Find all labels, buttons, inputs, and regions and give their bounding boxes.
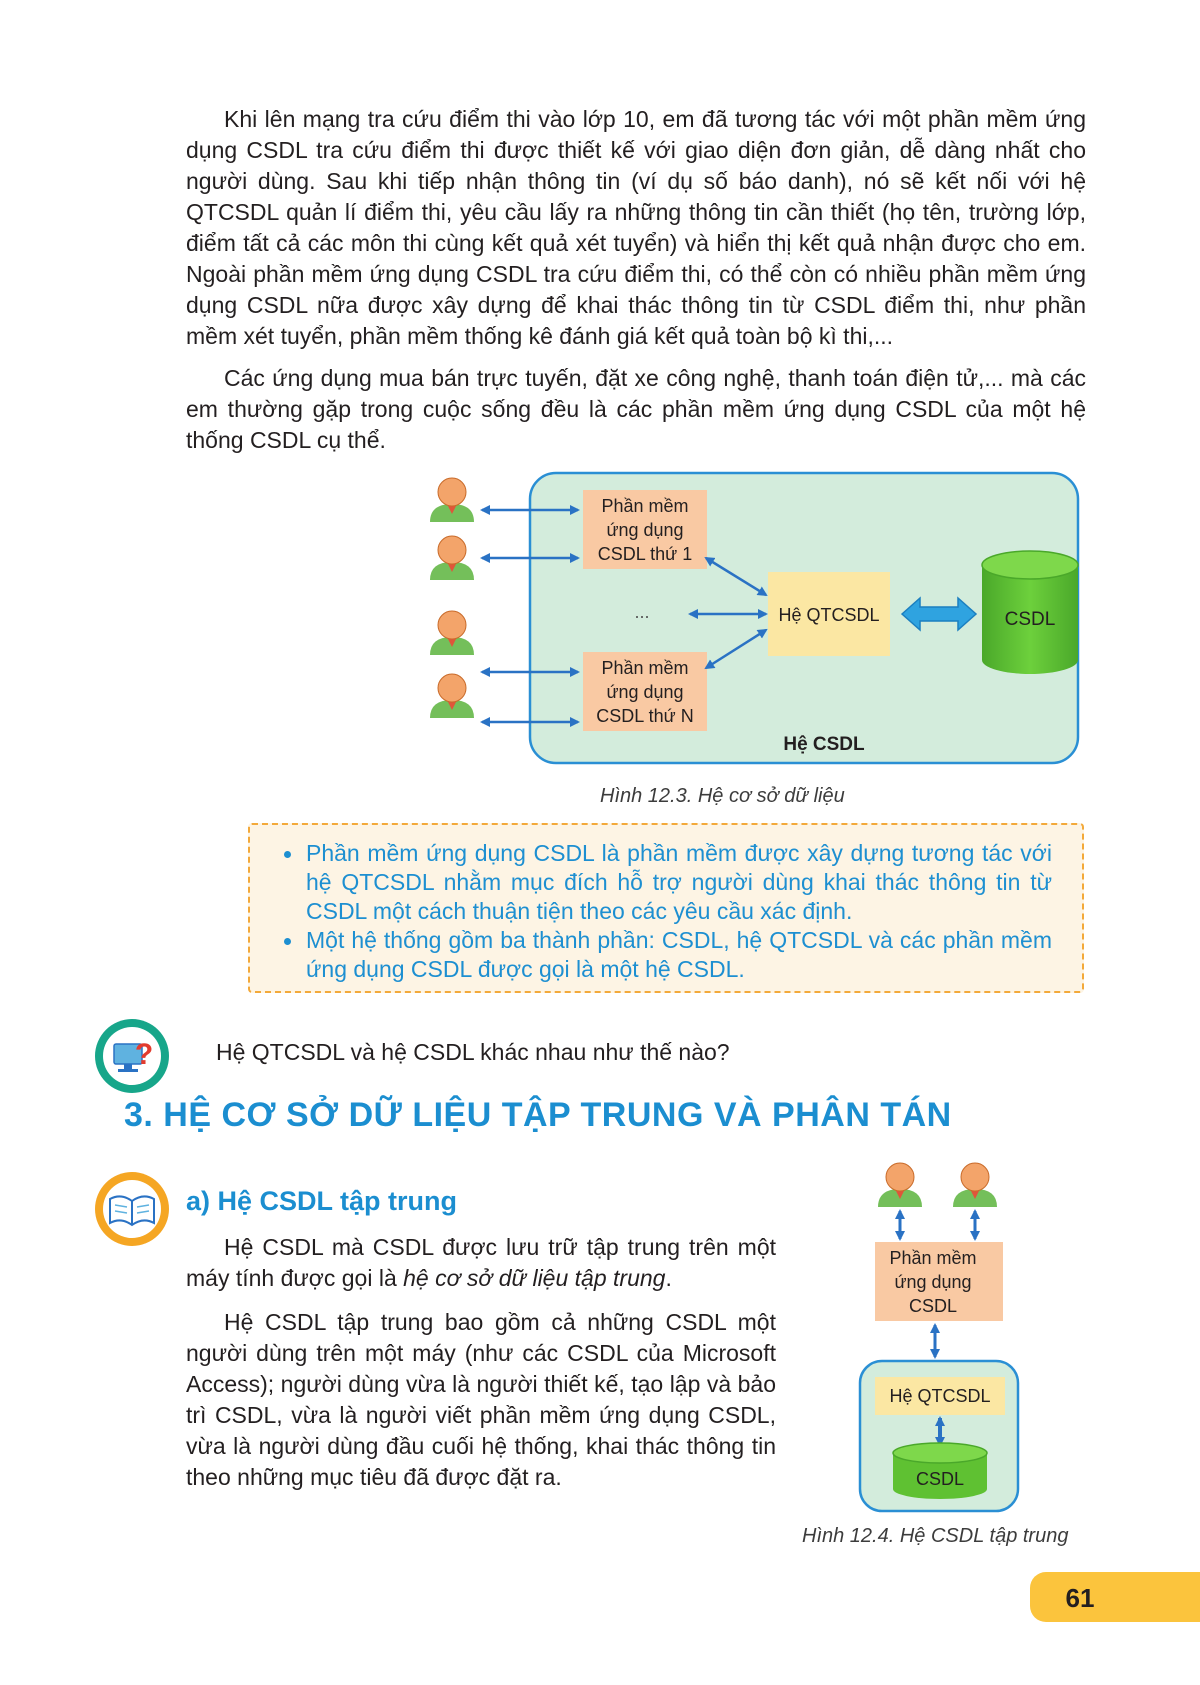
system-label: Hệ CSDL [783, 734, 865, 755]
info-box [248, 823, 1084, 993]
question-icon [92, 1016, 172, 1096]
app-box-line1: Phần mềm [889, 1248, 977, 1268]
centralized-paragraph: Hệ CSDL tập trung bao gồm cả những CSDL một người dùng trên một máy (như các CSDL của Microsoft Access); người dùng vừa là người thiết kế, tạo lập và bảo trì CSDL, vừa là người viết phần mềm ứng dụng CSDL, vừa là người dùng đầu cuối hệ thống, khai thác thông tin theo những mục tiêu đã được đặt ra. [186, 1309, 776, 1490]
app-box-n-line1: Phần mềm [601, 658, 689, 678]
app-box-1-line1: Phần mềm [601, 496, 689, 516]
app-box-n-line3: CSDL thứ N [596, 706, 694, 726]
definition-text: Hệ CSDL mà CSDL được lưu trữ tập trung trên một máy tính được gọi là [186, 1234, 776, 1291]
centralized-definition [186, 1232, 776, 1294]
db-label: CSDL [915, 1469, 965, 1489]
app-box-1-line2: ứng dụng [606, 520, 684, 540]
user-icon [430, 536, 474, 580]
ellipsis-label: ... [634, 602, 650, 622]
figure-caption: Hình 12.3. Hệ cơ sở dữ liệu [600, 785, 845, 807]
figure-caption: Hình 12.4. Hệ CSDL tập trung [802, 1525, 1069, 1547]
page-number-tab [1030, 1572, 1200, 1622]
db-label: CSDL [1004, 609, 1056, 630]
svg-text:?: ? [134, 1038, 154, 1071]
definition-term: hệ cơ sở dữ liệu tập trung [403, 1265, 666, 1291]
apps-paragraph: Các ứng dụng mua bán trực tuyến, đặt xe công nghệ, thanh toán điện tử,... mà các em thường gặp trong cuộc sống đều là các phần mềm ứng dụng CSDL của một hệ thống CSDL cụ thể. [186, 365, 1086, 453]
info-item: Phần mềm ứng dụng CSDL là phần mềm được xây dựng tương tác với hệ QTCSDL nhằm mục đích hỗ trợ người dùng khai thác thông tin từ CSDL một cách thuận tiện theo các yêu cầu xác định. [278, 839, 1052, 926]
user-icon [430, 674, 474, 718]
app-box-1-line3: CSDL thứ 1 [597, 544, 693, 564]
page-number: 61 [1065, 1583, 1095, 1613]
info-item: Một hệ thống gồm ba thành phần: CSDL, hệ QTCSDL và các phần mềm ứng dụng CSDL được gọi là một hệ CSDL. [278, 926, 1052, 984]
dbms-label: Hệ QTCSDL [778, 605, 880, 625]
dbms-label: Hệ QTCSDL [889, 1386, 991, 1406]
app-box-n-line2: ứng dụng [606, 682, 684, 702]
subsection-heading: a) Hệ CSDL tập trung [186, 1186, 458, 1216]
section-heading: 3. HỆ CƠ SỞ DỮ LIỆU TẬP TRUNG VÀ PHÂN TÁN [124, 1096, 952, 1134]
book-icon [92, 1169, 172, 1249]
database-system-diagram [420, 470, 1100, 780]
user-icon [430, 611, 474, 655]
intro-paragraph: Khi lên mạng tra cứu điểm thi vào lớp 10, em đã tương tác với một phần mềm ứng dụng CSDL tra cứu điểm thi được thiết kế với giao diện đơn giản, dễ dàng nhất cho người dùng. Sau khi tiếp nhận thông tin (ví dụ số báo danh), nó sẽ kết nối với hệ QTCSDL quản lí điểm thi, yêu cầu lấy ra những thông tin cần thiết (họ tên, trường lớp, điểm tất cả các môn thi cùng kết quả xét tuyển) và hiển thị kết quả nhận được cho em. Ngoài phần mềm ứng dụng CSDL tra cứu điểm thi, có thể còn có nhiều phần mềm ứng dụng CSDL nữa được xây dựng để khai thác thông tin từ CSDL điểm thi, như phần mềm xét tuyển, phần mềm thống kê đánh giá kết quả toàn bộ kì thi,... [186, 106, 1086, 349]
info-list [278, 839, 1052, 984]
question-text: Hệ QTCSDL và hệ CSDL khác nhau như thế nào? [216, 1039, 730, 1065]
user-icon [430, 478, 474, 522]
app-box-line3: CSDL [908, 1296, 958, 1316]
centralized-db-diagram [855, 1155, 1025, 1515]
app-box-line2: ứng dụng [894, 1272, 972, 1292]
user-icon [953, 1163, 997, 1207]
user-icon [878, 1163, 922, 1207]
definition-end: . [665, 1265, 672, 1291]
